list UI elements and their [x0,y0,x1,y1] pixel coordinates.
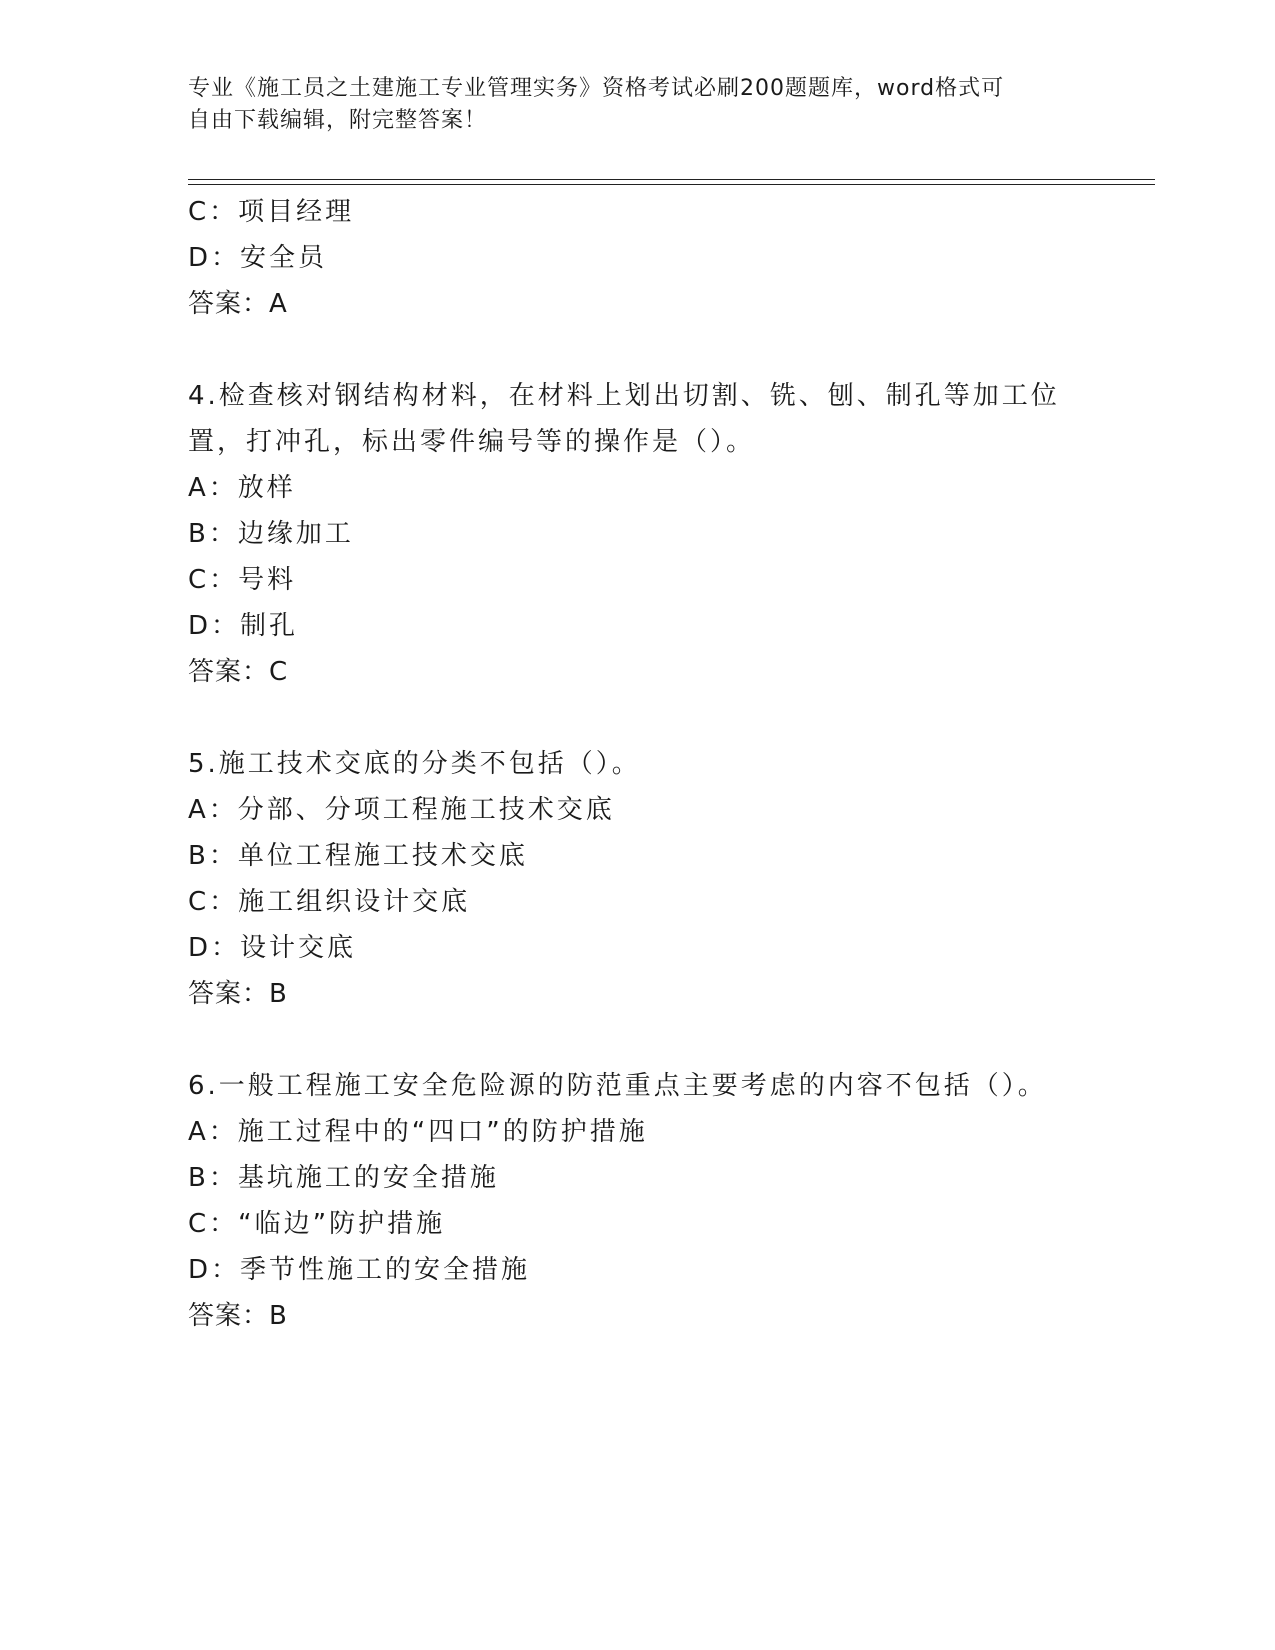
question-5 [188,741,1088,1017]
answer: 答案：A [188,289,288,319]
option-a: A：分部、分项工程施工技术交底 [188,795,615,825]
document-body [188,189,1088,1339]
option-b: B：基坑施工的安全措施 [188,1163,499,1193]
question-4 [188,373,1088,695]
option-c: C：项目经理 [188,197,355,227]
option-c: C：号料 [188,565,297,595]
option-d: D：设计交底 [188,933,357,963]
option-b: B：边缘加工 [188,519,354,549]
option-c: C：“临边”防护措施 [188,1209,446,1239]
header-line-2: 自由下载编辑，附完整答案！ [188,108,488,133]
document-header [188,73,1088,137]
option-d: D：安全员 [188,243,328,273]
header-line-1: 专业《施工员之土建施工专业管理实务》资格考试必刷200题题库，word格式可 [188,76,1005,101]
header-divider-bottom [188,184,1155,185]
question-6 [188,1063,1088,1339]
answer: 答案：B [188,979,288,1009]
question-stem-line-1: 4.检查核对钢结构材料，在材料上划出切割、铣、刨、制孔等加工位 [188,381,1060,411]
question-stem: 6.一般工程施工安全危险源的防范重点主要考虑的内容不包括（）。 [188,1071,1047,1101]
question-stem: 5.施工技术交底的分类不包括（）。 [188,749,641,779]
option-a: A：施工过程中的“四口”的防护措施 [188,1117,648,1147]
question-3-tail [188,189,1088,327]
answer: 答案：C [188,657,289,687]
header-divider-top [188,179,1155,180]
answer: 答案：B [188,1301,288,1331]
option-c: C：施工组织设计交底 [188,887,471,917]
option-a: A：放样 [188,473,296,503]
option-b: B：单位工程施工技术交底 [188,841,528,871]
option-d: D：制孔 [188,611,299,641]
option-d: D：季节性施工的安全措施 [188,1255,531,1285]
question-stem-line-2: 置，打冲孔，标出零件编号等的操作是（）。 [188,427,756,457]
